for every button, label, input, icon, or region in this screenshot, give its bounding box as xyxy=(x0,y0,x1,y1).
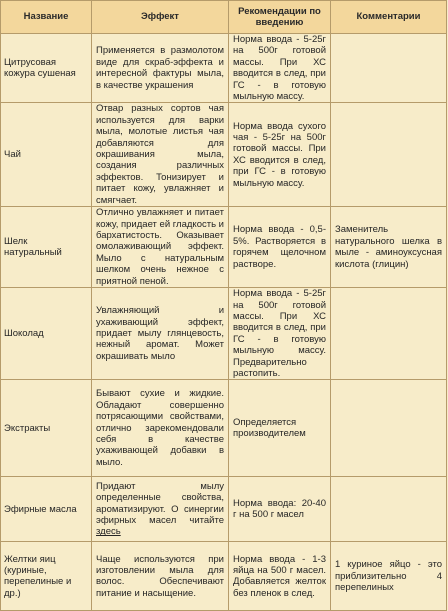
row-comment xyxy=(331,103,447,207)
row-comment xyxy=(331,477,447,542)
row-recommendation: Определяется производителем xyxy=(229,380,331,477)
row-name: Экстракты xyxy=(1,380,92,477)
row-name: Цитрусовая кожура сушеная xyxy=(1,34,92,103)
row-recommendation: Норма ввода - 5-25г на 500г готовой массы. При ХС вводится в след, при ГС - в готовую мыльную массу. xyxy=(229,34,331,103)
row-comment xyxy=(331,34,447,103)
row-effect: Применяется в размолотом виде для скраб-эффекта и интересной фактуры мыла, в качестве украшения xyxy=(92,34,229,103)
row-comment: 1 куриное яйцо - это приблизительно 4 перепелиных xyxy=(331,542,447,611)
row-recommendation: Норма ввода - 0,5-5%. Растворяется в горячем щелочном растворе. xyxy=(229,207,331,288)
table-row xyxy=(1,288,447,380)
row-recommendation: Норма ввода - 5-25г на 500г готовой массы. При ХС вводится в след, при ГС - в готовую мыльную массу. Предварительно растопить. xyxy=(229,288,331,380)
header-comments: Комментарии xyxy=(331,1,447,34)
row-recommendation: Норма ввода - 1-3 яйца на 500 г масел. Добавляется желток без пленок в след. xyxy=(229,542,331,611)
table-row xyxy=(1,103,447,207)
row-comment: Заменитель натурального шелка в мыле - аминоуксусная кислота (глицин) xyxy=(331,207,447,288)
row-name: Шоколад xyxy=(1,288,92,380)
row-effect: Чаще используются при изготовлении мыла для волос. Обеспечивают питание и насыщение. xyxy=(92,542,229,611)
synergy-link[interactable]: здесь xyxy=(96,526,121,538)
row-effect-text: Придают мылу определенные свойства, ароматизируют. О синергии эфирных масел читайте xyxy=(96,480,224,527)
header-name: Название xyxy=(1,1,92,34)
header-recommendations: Рекомендации по введению xyxy=(229,1,331,34)
row-effect: Отвар разных сортов чая используется для варки мыла, молотые листья чая добавляются для окрашивания мыла, создания различных эффектов. Тонизирует и питает кожу, увлажняет и смягчает. xyxy=(92,103,229,207)
table-row xyxy=(1,380,447,477)
row-name: Желтки яиц (куриные, перепелиные и др.) xyxy=(1,542,92,611)
row-effect xyxy=(92,477,229,542)
row-recommendation: Норма ввода сухого чая - 5-25г на 500г готовой массы. При ХС вводится в след, при ГС - в готовую мыльную массу. xyxy=(229,103,331,207)
row-name: Эфирные масла xyxy=(1,477,92,542)
header-effect: Эффект xyxy=(92,1,229,34)
row-effect: Увлажняющий и ухаживающий эффект, придает мылу глянцевость, нежный аромат. Может окрашивать мыло xyxy=(92,288,229,380)
row-name: Шелк натуральный xyxy=(1,207,92,288)
row-recommendation: Норма ввода: 20-40 г на 500 г масел xyxy=(229,477,331,542)
table-row xyxy=(1,207,447,288)
table-row xyxy=(1,542,447,611)
row-comment xyxy=(331,288,447,380)
row-effect: Бывают сухие и жидкие. Обладают совершенно потрясающими свойствами, отлично зарекомендовали себя в качестве ухаживающей добавки в мыло. xyxy=(92,380,229,477)
table-row xyxy=(1,477,447,542)
row-comment xyxy=(331,380,447,477)
header-row xyxy=(1,1,447,34)
table-row xyxy=(1,34,447,103)
row-effect: Отлично увлажняет и питает кожу, придает ей гладкость и бархатистость. Оказывает омолаживающий эффект. Мыло с натуральным шелком очень нежное с приятной пеной. xyxy=(92,207,229,288)
row-name: Чай xyxy=(1,103,92,207)
